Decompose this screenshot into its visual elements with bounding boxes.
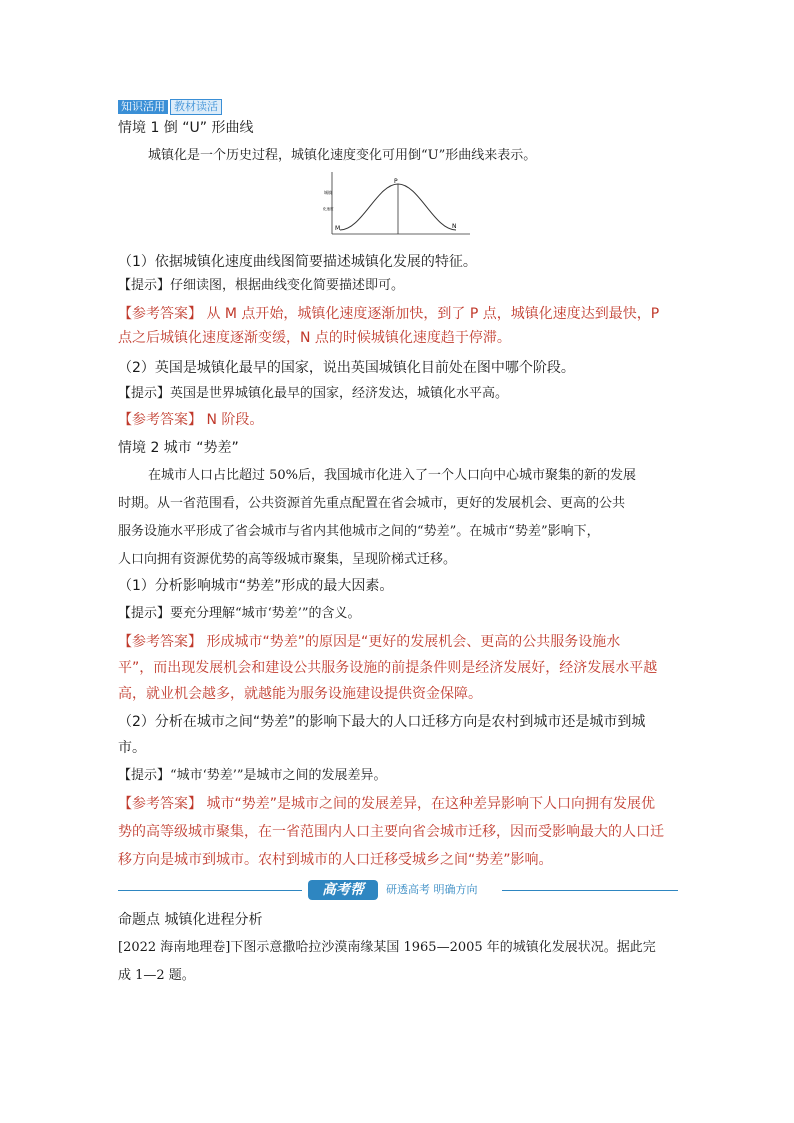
answer-label: 【参考答案】 (118, 634, 202, 650)
label-p: P (394, 178, 398, 185)
banner-logo: 高考帮 (308, 880, 378, 900)
s2-answer2-line3: 移方向是城市到城市。农村到城市的人口迁移受城乡之间“势差”影响。 (118, 852, 553, 868)
s2-hint2: 【提示】“城市‘势差’”是城市之间的发展差异。 (118, 768, 387, 783)
banner-rule-right (502, 890, 678, 891)
s3-title: 命题点 城镇化进程分析 (118, 912, 263, 928)
s2-title: 情境 2 城市 “势差” (118, 440, 239, 456)
answer-label: 【参考答案】 (118, 306, 202, 322)
s2-answer2-line2: 势的高等级城市聚集，在一省范围内人口主要向省会城市迁移，因而受影响最大的人口迁 (118, 824, 664, 840)
answer-text: 从 M 点开始，城镇化速度逐渐加快，到了 P 点，城镇化速度达到最快，P (202, 306, 660, 322)
y-label-a: 城镇 (324, 190, 332, 195)
s2-hint1: 【提示】要充分理解“城市‘势差’”的含义。 (118, 606, 361, 621)
s1-title: 情境 1 倒 “U” 形曲线 (118, 120, 254, 136)
label-n: N (452, 223, 457, 230)
s1-answer2 (118, 410, 263, 430)
s3-para-line1: [2022 海南地理卷]下图示意撒哈拉沙漠南缘某国 1965—2005 年的城镇化发展状况。据此完 (118, 940, 656, 955)
s2-q1: （1）分析影响城市“势差”形成的最大因素。 (118, 578, 394, 594)
s1-q2: （2）英国是城镇化最早的国家，说出英国城镇化目前处在图中哪个阶段。 (118, 360, 575, 376)
s1-answer1-line2: 点之后城镇化速度逐渐变缓，N 点的时候城镇化速度趋于停滞。 (118, 330, 511, 346)
tag-textbook: 教材读活 (170, 99, 222, 115)
s2-para-line1: 在城市人口占比超过 50%后，我国城市化进入了一个人口向中心城市聚集的新的发展 (148, 468, 637, 483)
label-m: M (335, 225, 341, 232)
s2-para-line4: 人口向拥有资源优势的高等级城市聚集，呈现阶梯式迁移。 (118, 552, 457, 567)
s2-answer2-line1 (118, 794, 655, 814)
banner-subtitle: 研透高考 明确方向 (386, 883, 478, 896)
s2-answer1-line2: 平”，而出现发展机会和建设公共服务设施的前提条件则是经济发展好，经济发展水平越 (118, 660, 658, 676)
s1-hint2: 【提示】英国是世界城镇化最早的国家，经济发达，城镇化水平高。 (118, 386, 509, 401)
s2-answer1-line3: 高，就业机会越多，就越能为服务设施建设提供资金保障。 (118, 686, 482, 702)
s3-para-line2: 成 1—2 题。 (118, 968, 195, 983)
s2-para-line2: 时期。从一省范围看，公共资源首先重点配置在省会城市，更好的发展机会、更高的公共 (118, 496, 626, 511)
answer-label: 【参考答案】 (118, 412, 202, 428)
tag-knowledge: 知识活用 (118, 100, 168, 114)
s1-intro: 城镇化是一个历史过程，城镇化速度变化可用倒“U”形曲线来表示。 (148, 148, 537, 163)
y-label-b: 化速度 (323, 207, 334, 211)
section-tags (118, 96, 222, 116)
s1-answer1-line1 (118, 304, 659, 324)
answer-text: N 阶段。 (202, 412, 264, 428)
s2-q2-line2: 市。 (118, 740, 146, 756)
gaokao-banner (118, 880, 678, 902)
s1-hint1: 【提示】仔细读图，根据曲线变化简要描述即可。 (118, 278, 405, 293)
s1-q1: （1）依据城镇化速度曲线图简要描述城镇化发展的特征。 (118, 254, 477, 270)
inverted-u-chart (322, 170, 474, 242)
answer-label: 【参考答案】 (118, 796, 202, 812)
answer-text: 城市“势差”是城市之间的发展差异，在这种差异影响下人口向拥有发展优 (202, 796, 655, 812)
s2-answer1-line1 (118, 632, 620, 652)
s2-para-line3: 服务设施水平形成了省会城市与省内其他城市之间的“势差”。在城市“势差”影响下， (118, 524, 600, 539)
s2-q2-line1: （2）分析在城市之间“势差”的影响下最大的人口迁移方向是农村到城市还是城市到城 (118, 714, 646, 730)
banner-rule-left (118, 890, 302, 891)
answer-text: 形成城市“势差”的原因是“更好的发展机会、更高的公共服务设施水 (202, 634, 621, 650)
